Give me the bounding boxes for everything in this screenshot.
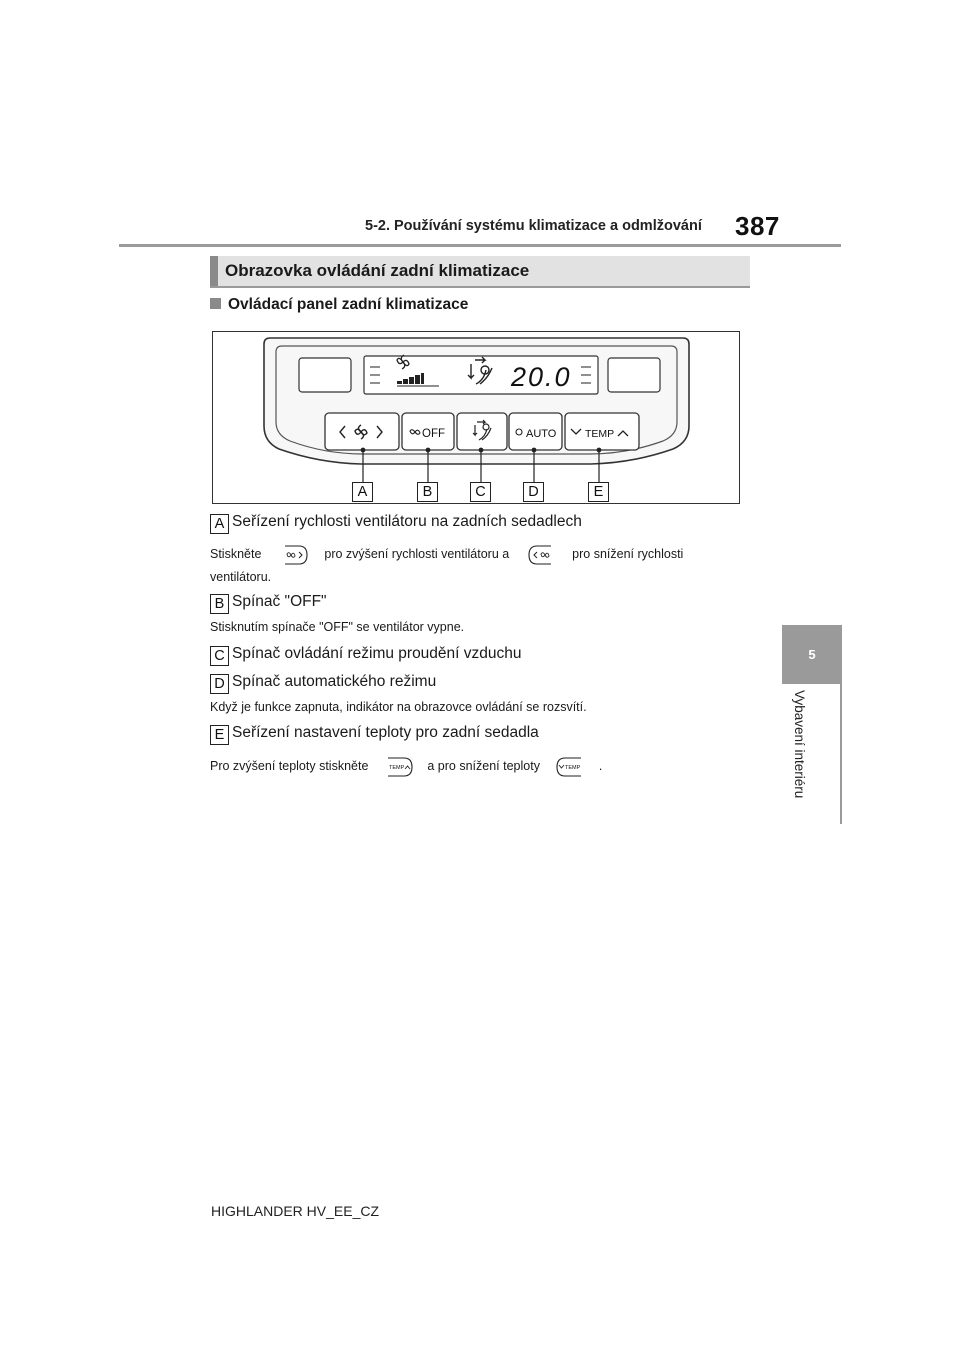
item-c-letter: C	[210, 646, 229, 666]
item-a-title-row	[210, 513, 582, 534]
item-a-desc-3: pro snížení rychlosti	[572, 547, 684, 561]
item-e-desc-3: .	[598, 759, 603, 773]
chapter-title: Vybavení interiéru	[792, 690, 807, 799]
temp-increase-button-icon	[384, 756, 414, 778]
item-b-letter: B	[210, 594, 229, 614]
chapter-tab	[782, 625, 842, 684]
section-title: Obrazovka ovládání zadní klimatizace	[225, 261, 530, 280]
display-temperature: 20.0	[511, 362, 572, 392]
callout-e: E	[588, 482, 609, 502]
item-b-title: Spínač "OFF"	[232, 593, 327, 610]
item-a-desc-1: Stiskněte	[210, 547, 262, 561]
temp-increase-label: TEMP	[388, 764, 405, 771]
item-d-desc: Když je funkce zapnuta, indikátor na obrazovce ovládání se rozsvítí.	[210, 700, 587, 714]
title-accent	[210, 256, 218, 286]
callout-c: C	[470, 482, 491, 502]
chapter-tab-rule	[840, 684, 842, 824]
item-a-desc	[210, 543, 750, 588]
item-c-title: Spínač ovládání režimu proudění vzduchu	[232, 645, 522, 662]
item-e-title: Seřízení nastavení teploty pro zadní sedadla	[232, 724, 539, 741]
auto-button-label: AUTO	[526, 428, 557, 440]
control-panel-illustration	[213, 332, 739, 503]
footer-model: HIGHLANDER HV_EE_CZ	[211, 1203, 380, 1219]
chapter-number: 5	[808, 647, 816, 662]
callout-b: B	[417, 482, 438, 502]
section-title-bar	[210, 256, 750, 288]
fan-decrease-button-icon	[527, 544, 557, 566]
callout-a: A	[352, 482, 373, 502]
item-b-title-row	[210, 593, 327, 614]
item-a-title: Seřízení rychlosti ventilátoru na zadních sedadlech	[232, 513, 582, 530]
fan-increase-button-icon	[279, 544, 309, 566]
item-e-letter: E	[210, 725, 229, 745]
header-rule	[119, 244, 841, 247]
item-a-desc-4: ventilátoru.	[210, 569, 272, 584]
item-e-title-row	[210, 724, 539, 745]
item-d-letter: D	[210, 674, 229, 694]
section-header: 5-2. Používání systému klimatizace a odmlžování	[365, 218, 702, 234]
temp-button-label: TEMP	[585, 428, 615, 440]
item-b-desc: Stisknutím spínače "OFF" se ventilátor vypne.	[210, 620, 465, 634]
item-a-desc-2: pro zvýšení rychlosti ventilátoru a	[324, 547, 510, 561]
item-d-title: Spínač automatického režimu	[232, 673, 437, 690]
subheading	[210, 296, 468, 314]
off-button-label: OFF	[422, 428, 445, 440]
temp-decrease-button-icon	[555, 756, 585, 778]
item-e-desc-1: Pro zvýšení teploty stiskněte	[210, 759, 369, 773]
square-bullet-icon	[210, 298, 221, 309]
item-e-desc	[210, 755, 602, 778]
control-panel-figure	[212, 331, 740, 504]
item-e-desc-2: a pro snížení teploty	[427, 759, 540, 773]
subheading-text: Ovládací panel zadní klimatizace	[228, 296, 469, 313]
item-a-letter: A	[210, 514, 229, 534]
item-d-title-row	[210, 673, 436, 694]
page-number: 387	[735, 211, 780, 241]
temp-decrease-label: TEMP	[565, 764, 581, 771]
item-c-title-row	[210, 645, 522, 666]
callout-d: D	[523, 482, 544, 502]
